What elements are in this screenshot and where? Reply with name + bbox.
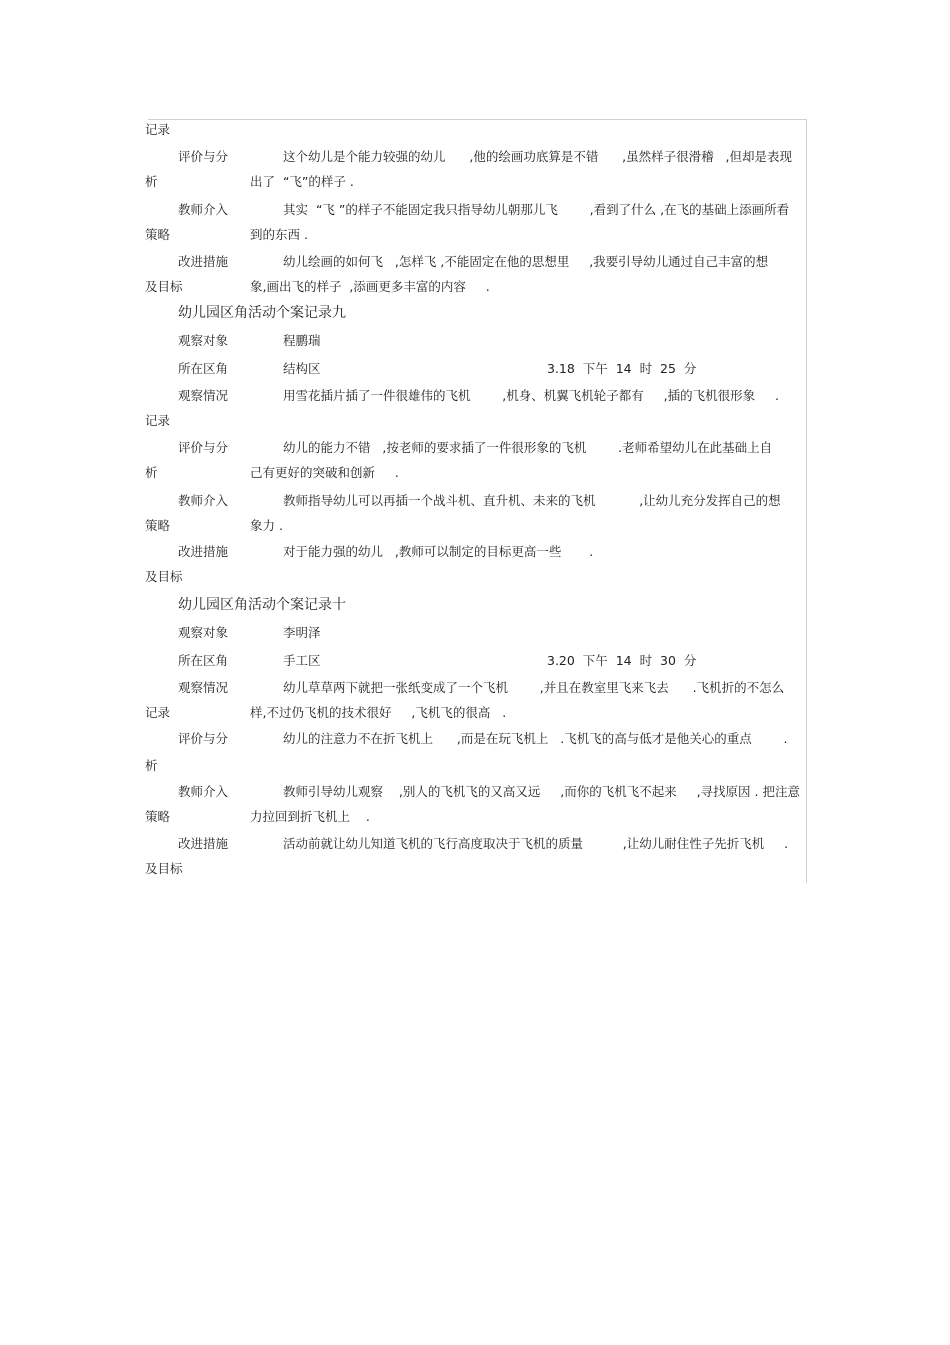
intervention-label-tail: 策略 xyxy=(145,518,171,533)
table-top-border xyxy=(148,119,806,120)
observation-label-tail: 记录 xyxy=(145,705,171,720)
intervention-text: 其实 “飞 ”的样子不能固定我只指导幼儿朝那儿飞 ,看到了什么 ,在飞的基础上添画所看 xyxy=(283,202,790,217)
evaluation-text: 幼儿的注意力不在折飞机上 ,而是在玩飞机上 .飞机飞的高与低才是他关心的重点 . xyxy=(283,731,788,746)
intervention-text: 教师指导幼儿可以再插一个战斗机、直升机、未来的飞机 ,让幼儿充分发挥自己的想 xyxy=(283,493,781,508)
intervention-text: 教师引导幼儿观察 ,别人的飞机飞的又高又远 ,而你的飞机飞不起来 ,寻找原因 . 把注意 xyxy=(283,784,800,799)
evaluation-label-tail: 析 xyxy=(145,174,158,189)
intervention-label: 教师介入 xyxy=(178,202,229,217)
record-title: 幼儿园区角活动个案记录十 xyxy=(178,597,346,613)
observation-label: 观察情况 xyxy=(178,680,229,695)
improvement-text: 幼儿绘画的如何飞 ,怎样飞 ,不能固定在他的思想里 ,我要引导幼儿通过自己丰富的想 xyxy=(283,254,769,269)
table-right-border xyxy=(806,119,807,883)
improvement-label: 改进措施 xyxy=(178,254,229,269)
intervention-text-cont: 象力 . xyxy=(250,518,283,533)
evaluation-label-tail: 析 xyxy=(145,758,158,773)
evaluation-text: 幼儿的能力不错 ,按老师的要求插了一件很形象的飞机 .老师希望幼儿在此基础上自 xyxy=(283,440,773,455)
record-title: 幼儿园区角活动个案记录九 xyxy=(178,305,346,321)
intervention-label-tail: 策略 xyxy=(145,227,171,242)
improvement-text-cont: 象,画出飞的样子 ,添画更多丰富的内容 . xyxy=(250,279,490,294)
improvement-text: 活动前就让幼儿知道飞机的飞行高度取决于飞机的质量 ,让幼儿耐住性子先折飞机 . xyxy=(283,836,789,851)
improvement-text: 对于能力强的幼儿 ,教师可以制定的目标更高一些 . xyxy=(283,544,594,559)
observation-time: 3.18 下午 14 时 25 分 xyxy=(547,361,697,376)
intervention-label: 教师介入 xyxy=(178,493,229,508)
evaluation-label: 评价与分 xyxy=(178,440,229,455)
observation-label-tail: 记录 xyxy=(145,122,171,137)
area-value: 手工区 xyxy=(283,653,321,668)
target-label: 观察对象 xyxy=(178,625,229,640)
evaluation-text-cont: 出了 “飞”的样子 . xyxy=(250,174,354,189)
observation-text-cont: 样,不过仍飞机的技术很好 ,飞机飞的很高 . xyxy=(250,705,507,720)
target-label: 观察对象 xyxy=(178,333,229,348)
improvement-label-tail: 及目标 xyxy=(145,861,183,876)
target-name: 程鹏瑞 xyxy=(283,333,321,348)
target-name: 李明泽 xyxy=(283,625,321,640)
evaluation-text: 这个幼儿是个能力较强的幼儿 ,他的绘画功底算是不错 ,虽然样子很滑稽 ,但却是表现 xyxy=(283,149,793,164)
area-label: 所在区角 xyxy=(178,653,229,668)
observation-text: 用雪花插片插了一件很雄伟的飞机 ,机身、机翼飞机轮子都有 ,插的飞机很形象 . xyxy=(283,388,779,403)
observation-text: 幼儿草草两下就把一张纸变成了一个飞机 ,并且在教室里飞来飞去 .飞机折的不怎么 xyxy=(283,680,785,695)
improvement-label-tail: 及目标 xyxy=(145,569,183,584)
evaluation-label: 评价与分 xyxy=(178,731,229,746)
intervention-label: 教师介入 xyxy=(178,784,229,799)
intervention-text-cont: 力拉回到折飞机上 . xyxy=(250,809,370,824)
evaluation-text-cont: 己有更好的突破和创新 . xyxy=(250,465,399,480)
evaluation-label-tail: 析 xyxy=(145,465,158,480)
improvement-label-tail: 及目标 xyxy=(145,279,183,294)
observation-label: 观察情况 xyxy=(178,388,229,403)
evaluation-label: 评价与分 xyxy=(178,149,229,164)
area-label: 所在区角 xyxy=(178,361,229,376)
observation-time: 3.20 下午 14 时 30 分 xyxy=(547,653,697,668)
improvement-label: 改进措施 xyxy=(178,544,229,559)
improvement-label: 改进措施 xyxy=(178,836,229,851)
intervention-label-tail: 策略 xyxy=(145,809,171,824)
intervention-text-cont: 到的东西 . xyxy=(250,227,308,242)
area-value: 结构区 xyxy=(283,361,321,376)
observation-label-tail: 记录 xyxy=(145,413,171,428)
